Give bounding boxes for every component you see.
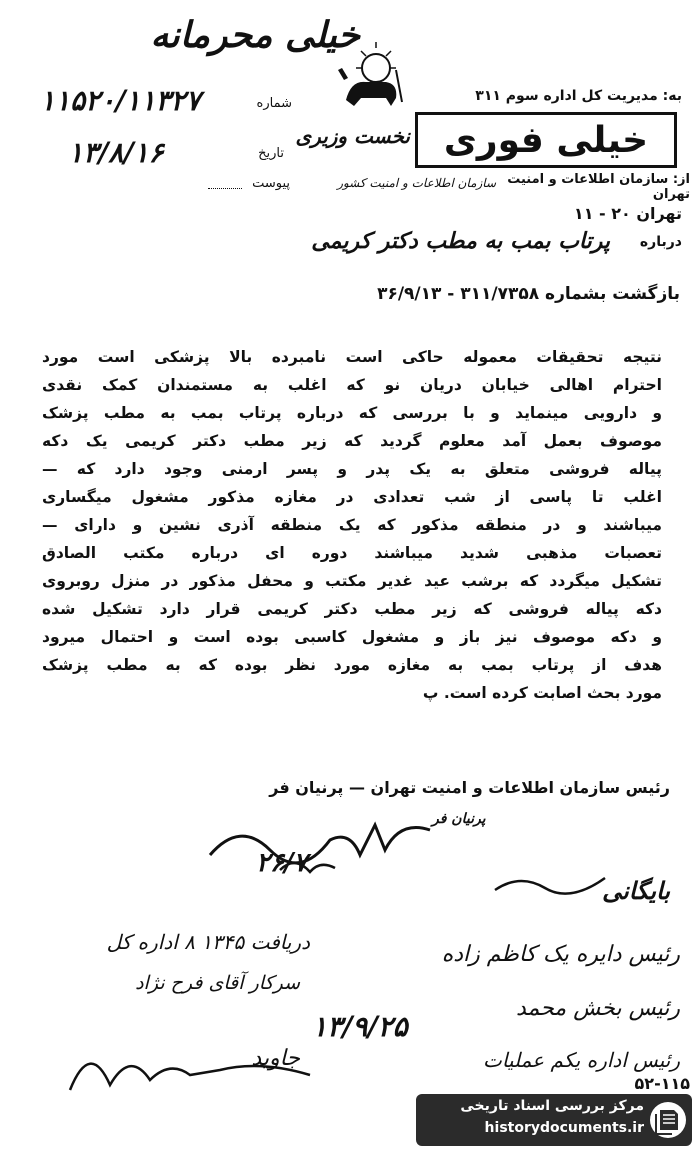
reference-line: بازگشت بشماره ۳۱۱/۷۳۵۸ - ۳۶/۹/۱۳ <box>377 284 680 304</box>
classification-handwritten: خیلی محرمانه <box>150 14 360 56</box>
body-line: و دارویی مینماید و با بررسی که درباره پرتاب بمب به مطب پزشک <box>42 404 662 422</box>
body-line: هدف از پرتاب بمب به مغازه مورد نظر بوده که به مطب پزشک <box>42 656 662 674</box>
annotation-right-2: رئیس بخش محمد <box>515 996 680 1021</box>
date-label: تاریخ <box>258 146 284 161</box>
body-line: تشکیل میگردد که برشب عید غدیر مکتب و محفل مذکور در منزل روبروی <box>42 572 662 590</box>
annotation-right-1: رئیس دایره یک کاظم زاده <box>441 942 680 967</box>
annotation-top-right: بایگانی <box>602 876 670 905</box>
body-line: اغلب تا پاسی از شب تعدادی در مغازه مذکور مشغول میگساری <box>42 488 662 506</box>
annotation-left-2: سرکار آقای فرح نژاد <box>135 972 300 994</box>
attachment-dots <box>208 188 242 189</box>
body-line: موصوف بعمل آمد معلوم گردید که زیر مطب دکتر کریمی یک دکه <box>42 432 662 450</box>
organization-script: سازمان اطلاعات و امنیت کشور <box>337 176 496 190</box>
signer-title: رئیس سازمان اطلاعات و امنیت تهران — پرنیان فر <box>269 778 670 797</box>
body-line: دکه پیاله فروشی که زیر مطب دکتر کریمی قرار دارد تشکیل شده <box>42 600 662 618</box>
watermark-banner <box>416 1094 692 1146</box>
urgency-stamp-text: خیلی فوری <box>443 119 649 161</box>
body-line: و دکه موصوف نیز باز و مشغول کاسبی بوده است و احتمال میرود <box>42 628 662 646</box>
urgency-stamp <box>415 112 677 168</box>
ministry-title: نخست وزیری <box>295 124 410 148</box>
annotation-top-right-stroke <box>490 868 610 898</box>
document-stack-logo-icon <box>648 1100 688 1140</box>
subject-text: پرتاب بمب به مطب دکتر کریمی <box>311 228 610 254</box>
document-number-value: ۱۱۵۲۰/۱۱۳۲۷ <box>40 84 201 117</box>
watermark-title: مرکز بررسی اسناد تاریخی <box>460 1098 644 1114</box>
city-date: تهران ۲۰ - ۱۱ <box>573 204 682 223</box>
body-line: میباشند و در منطقه مذکور که یک منطقه آذری نشین و دارای — <box>42 516 662 534</box>
annotation-right-3: رئیس اداره یکم عملیات <box>483 1048 680 1072</box>
watermark-url: historydocuments.ir <box>484 1120 644 1136</box>
body-line: پیاله فروشی متعلق به یک پدر و پسر ارمنی وجود دارد که — <box>42 460 662 478</box>
annotation-right-date: ۱۳/۹/۲۵ <box>312 1010 408 1043</box>
attachment-label: پیوست <box>252 176 290 191</box>
number-label: شماره <box>256 96 292 111</box>
body-line: احترام اهالی خیابان دریان نو که اغلب به مستمندان کمک نقدی <box>42 376 662 394</box>
organization-line: از: سازمان اطلاعات و امنیت تهران <box>507 172 690 202</box>
signature-initials <box>432 800 502 830</box>
lion-and-sun-emblem-icon <box>336 40 406 110</box>
department-line: به: مدیریت کل اداره سوم ۳۱۱ <box>475 88 682 104</box>
body-line: مورد بحث اصابت کرده است. پ <box>422 684 662 702</box>
body-line: تعصبات مذهبی شدید میباشند دوره ای درباره مکتب الصادق <box>42 544 662 562</box>
initials-date: ۲۶/۷ <box>256 848 308 878</box>
signature-scribble: پرنیان فر <box>432 811 486 827</box>
date-value: ۱۳/۸/۱۶ <box>68 136 164 169</box>
body-line: نتیجه تحقیقات معموله حاکی است نامبرده بالا پزشکی است مورد <box>42 348 662 366</box>
document-code: ۵۲-۱۱۵ <box>634 1074 690 1093</box>
subject-label: درباره <box>639 234 682 250</box>
annotation-left-1: دریافت ۱۳۴۵ ۸ اداره کل <box>106 930 310 954</box>
annotation-bottom-left: جاوید <box>251 1046 300 1071</box>
bottom-left-scribble <box>60 1030 320 1100</box>
